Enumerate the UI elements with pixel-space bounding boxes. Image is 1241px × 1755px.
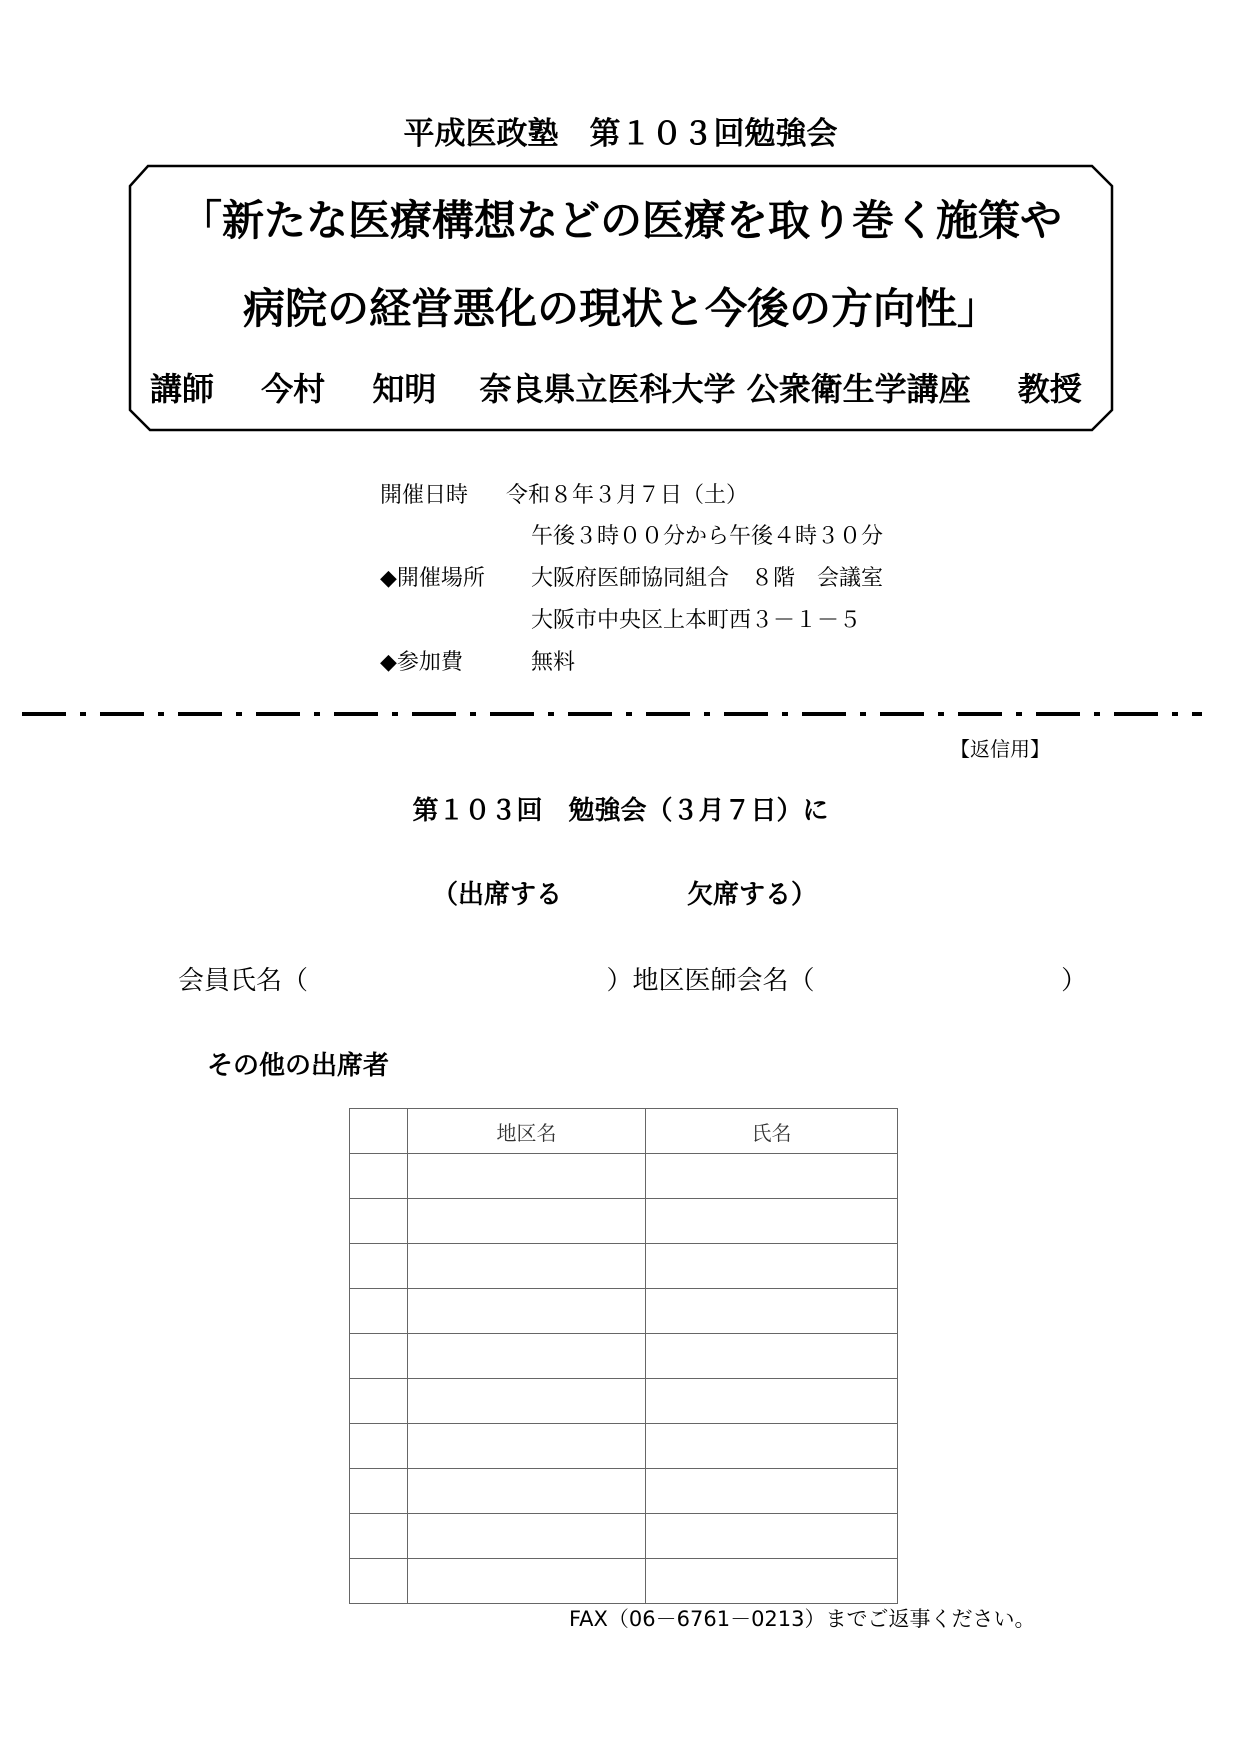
- table-row: [350, 1199, 898, 1244]
- district-label: ）地区医師会名（: [606, 966, 815, 996]
- index-cell: [350, 1199, 408, 1244]
- datetime-label: 開催日時: [380, 483, 469, 508]
- lecture-title-line-2: 病院の経営悪化の現状と今後の方向性」: [242, 284, 999, 333]
- venue-label: ◆開催場所: [380, 566, 485, 591]
- lecturer-label: 講師: [150, 370, 215, 408]
- cut-line-divider: [22, 710, 1202, 718]
- other-attendees-label: その他の出席者: [207, 1051, 390, 1081]
- district-cell[interactable]: [408, 1469, 646, 1514]
- lecturer-line: [150, 364, 1090, 410]
- table-row: [350, 1379, 898, 1424]
- index-cell: [350, 1289, 408, 1334]
- district-cell[interactable]: [408, 1199, 646, 1244]
- event-time: 午後３時００分から午後４時３０分: [531, 524, 884, 549]
- name-cell[interactable]: [646, 1514, 898, 1559]
- table-row: [350, 1559, 898, 1604]
- table-row: [350, 1424, 898, 1469]
- lecturer-affiliation: 奈良県立医科大学 公衆衛生学講座: [479, 370, 971, 408]
- index-cell: [350, 1424, 408, 1469]
- close-paren: ）: [1061, 966, 1088, 996]
- name-cell[interactable]: [646, 1154, 898, 1199]
- header-district: 地区名: [408, 1109, 646, 1154]
- reply-title: 第１０３回 勉強会（３月７日）に: [412, 796, 829, 826]
- index-cell: [350, 1244, 408, 1289]
- district-cell[interactable]: [408, 1244, 646, 1289]
- name-cell[interactable]: [646, 1289, 898, 1334]
- lecturer-title: 教授: [1017, 370, 1082, 408]
- attendees-table: [349, 1108, 898, 1604]
- district-cell[interactable]: [408, 1514, 646, 1559]
- fax-note: FAX（06－6761－0213）までご返事ください。: [569, 1607, 1036, 1631]
- name-cell[interactable]: [646, 1559, 898, 1604]
- name-cell[interactable]: [646, 1199, 898, 1244]
- name-cell[interactable]: [646, 1469, 898, 1514]
- name-cell[interactable]: [646, 1424, 898, 1469]
- member-form-line: [178, 960, 1087, 997]
- table-row: [350, 1514, 898, 1559]
- table-row: [350, 1469, 898, 1514]
- table-row: [350, 1289, 898, 1334]
- name-cell[interactable]: [646, 1379, 898, 1424]
- lecture-title-line-1: 「新たな医療構想などの医療を取り巻く施策や: [179, 196, 1062, 245]
- district-cell[interactable]: [408, 1154, 646, 1199]
- index-cell: [350, 1469, 408, 1514]
- district-cell[interactable]: [408, 1334, 646, 1379]
- index-cell: [350, 1154, 408, 1199]
- index-cell: [350, 1379, 408, 1424]
- table-row: [350, 1334, 898, 1379]
- index-cell: [350, 1334, 408, 1379]
- reply-tag: 【返信用】: [950, 737, 1050, 761]
- series-title: 平成医政塾 第１０３回勉強会: [403, 116, 838, 152]
- event-fee: 無料: [531, 650, 576, 675]
- attend-option[interactable]: （出席する: [432, 880, 563, 910]
- lecturer-given-name: 知明: [372, 370, 437, 408]
- district-cell[interactable]: [408, 1289, 646, 1334]
- name-cell[interactable]: [646, 1334, 898, 1379]
- header-index: [350, 1109, 408, 1154]
- absent-option[interactable]: 欠席する）: [687, 880, 818, 910]
- table-row: [350, 1244, 898, 1289]
- lecturer-family-name: 今村: [261, 370, 326, 408]
- header-name: 氏名: [646, 1109, 898, 1154]
- index-cell: [350, 1514, 408, 1559]
- name-cell[interactable]: [646, 1244, 898, 1289]
- event-address: 大阪市中央区上本町西３－１－５: [531, 608, 862, 633]
- table-row: [350, 1154, 898, 1199]
- district-cell[interactable]: [408, 1379, 646, 1424]
- table-header-row: [350, 1109, 898, 1154]
- event-date: 令和８年３月７日（土）: [506, 483, 749, 508]
- district-cell[interactable]: [408, 1424, 646, 1469]
- fee-label: ◆参加費: [380, 650, 463, 675]
- index-cell: [350, 1559, 408, 1604]
- district-cell[interactable]: [408, 1559, 646, 1604]
- member-name-label: 会員氏名（: [178, 966, 309, 996]
- event-venue: 大阪府医師協同組合 ８階 会議室: [531, 566, 884, 591]
